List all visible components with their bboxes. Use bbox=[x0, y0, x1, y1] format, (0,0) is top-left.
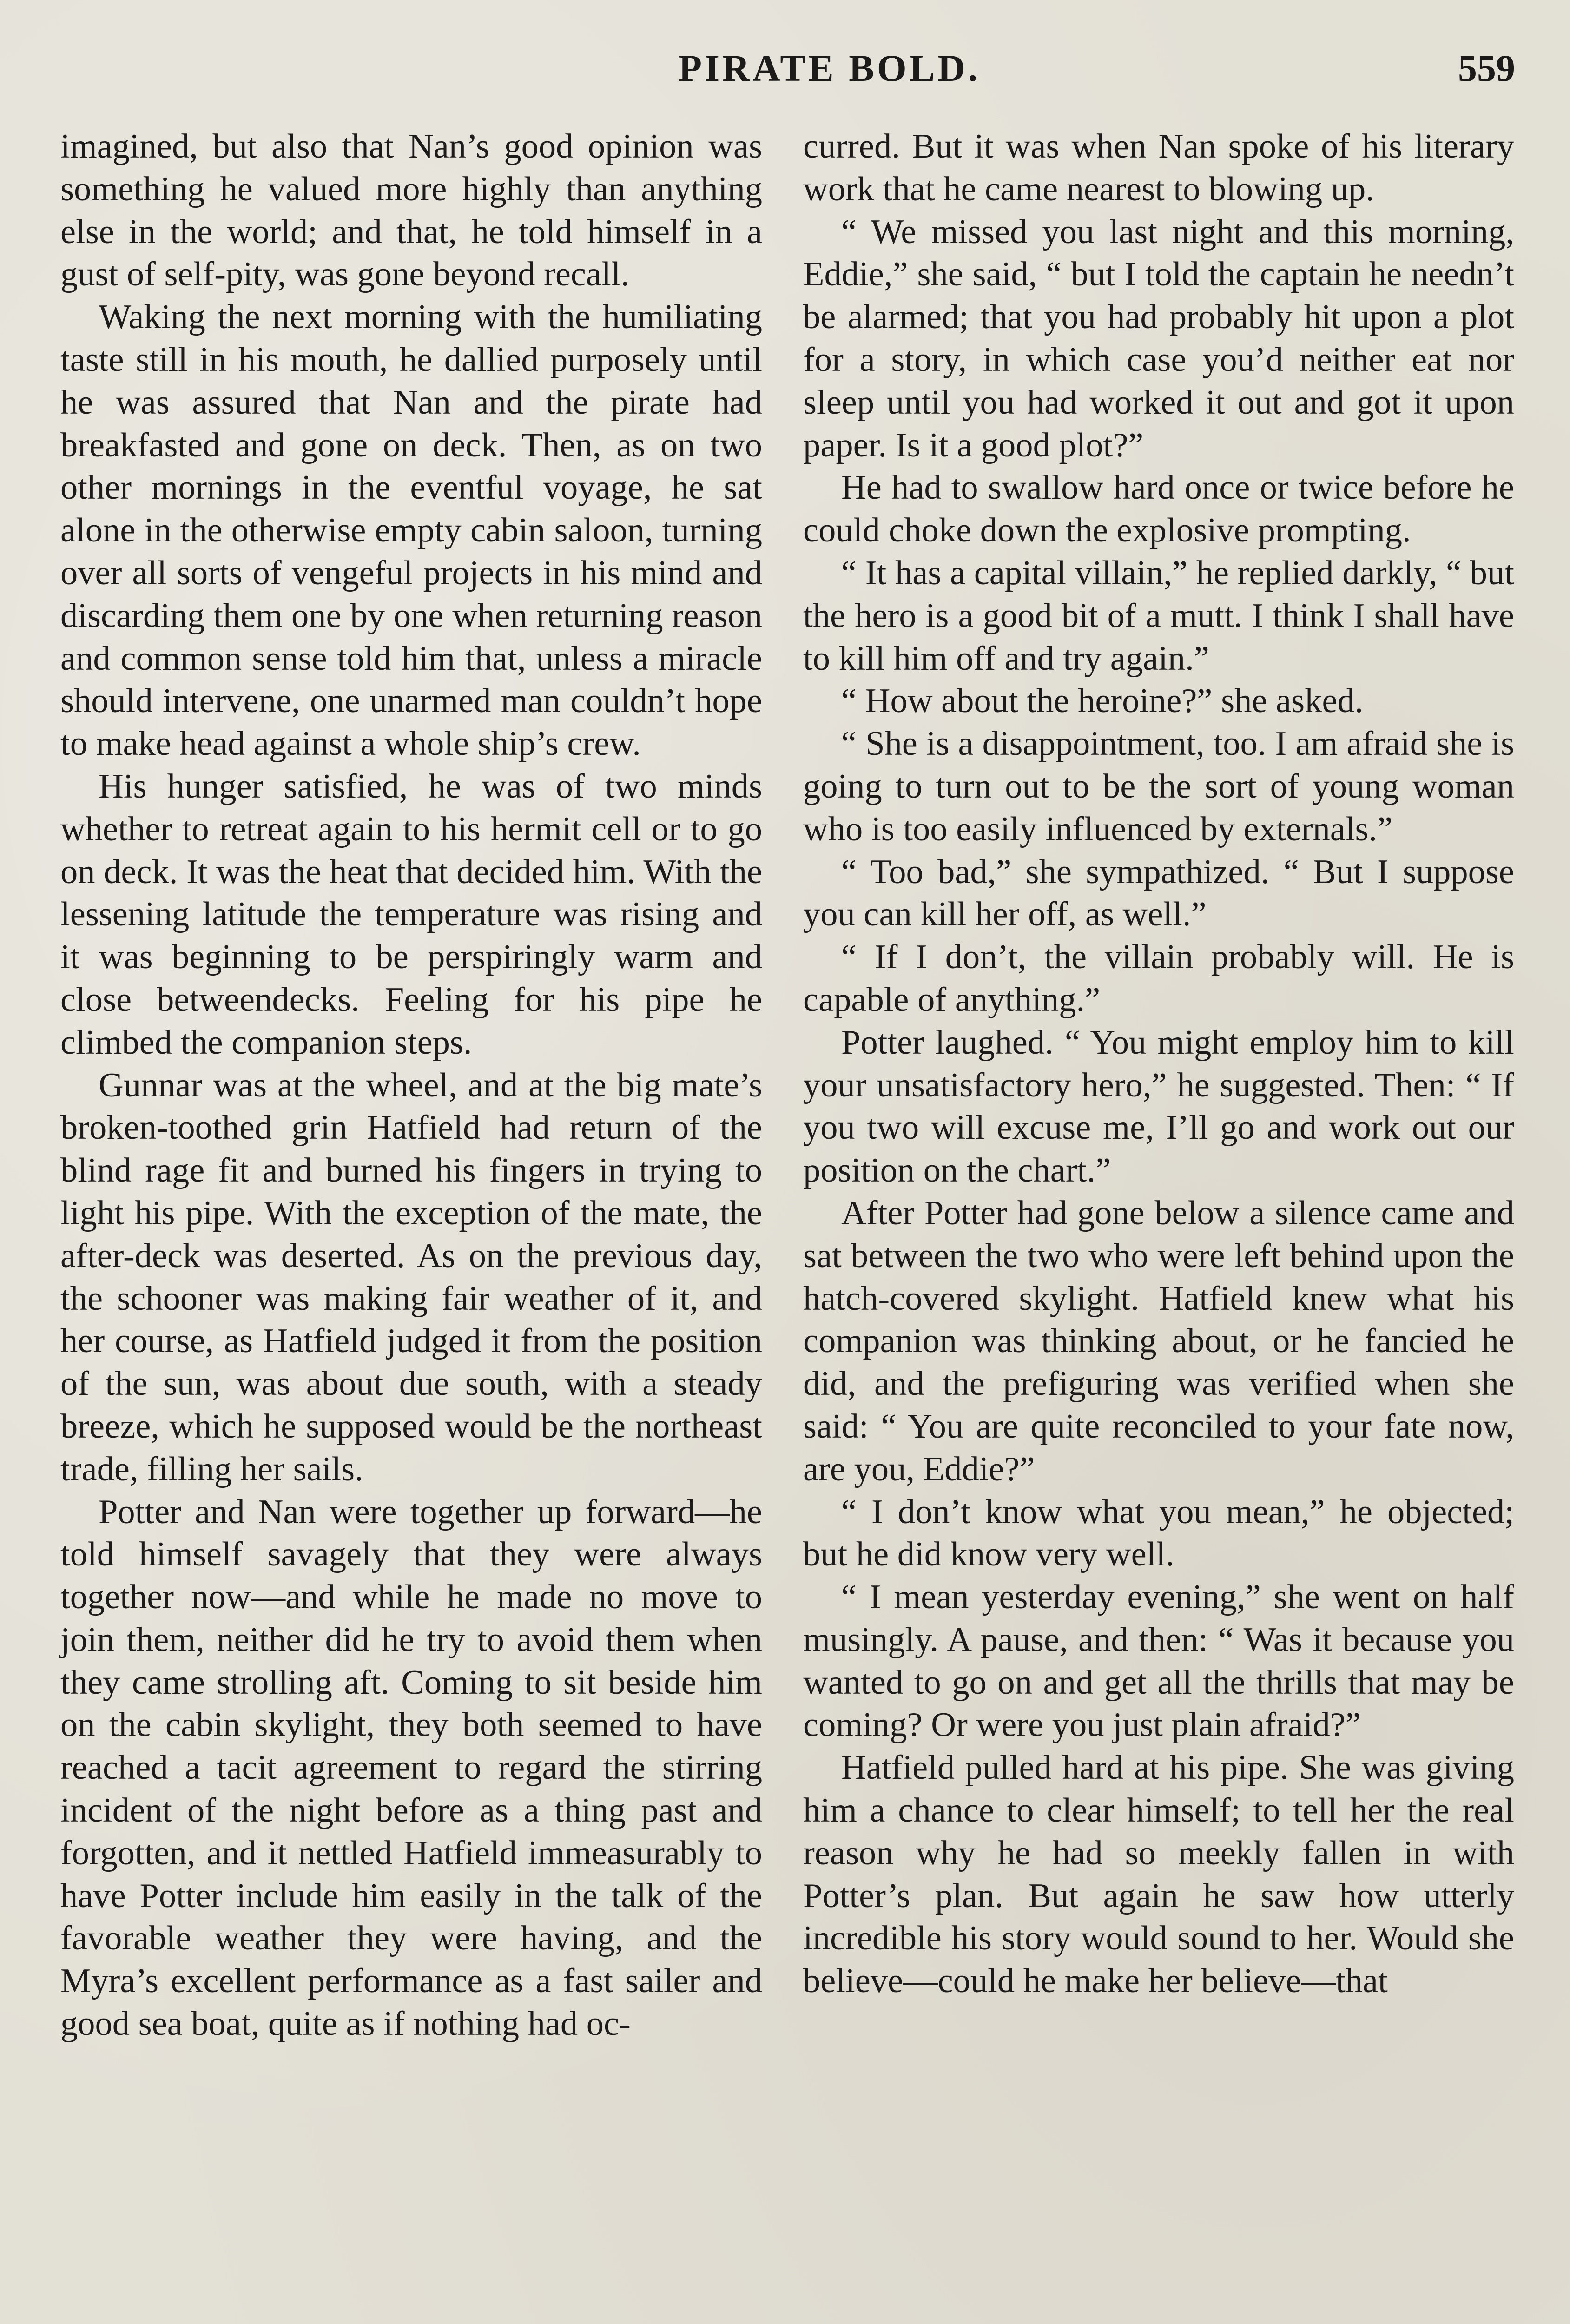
paragraph: Waking the next morning with the humiliating taste still in his mouth, he dallied purposely until he was assured that Nan and the pirate had breakfasted and gone on deck. Then, as on two other mornings in the eventful voyage, he sat alone in the otherwise empty cabin saloon, turning over all sorts of vengeful projects in his mind and discarding them one by one when returning reason and common sense told him that, unless a miracle should intervene, one unarmed man couldn’t hope to make head against a whole ship’s crew. bbox=[60, 298, 762, 763]
left-text-column bbox=[60, 125, 762, 2046]
paragraph: “ I mean yesterday evening,” she went on half musingly. A pause, and then: “ Was it because you wanted to go on and get all the thrills that may be coming? Or were you just plain afraid?” bbox=[803, 1578, 1514, 1744]
paragraph: imagined, but also that Nan’s good opinion was something he valued more highly than anything else in the world; and that, he told himself in a gust of self-pity, was gone beyond recall. bbox=[60, 127, 762, 294]
paragraph: “ Too bad,” she sympathized. “ But I suppose you can kill her off, as well.” bbox=[803, 852, 1514, 934]
right-text-column bbox=[803, 125, 1514, 2003]
paragraph: His hunger satisfied, he was of two minds whether to retreat again to his hermit cell or to go on deck. It was the heat that decided him. With the lessening latitude the temperature was rising and it was beginning to be perspiringly warm and close betweendecks. Feeling for his pipe he climbed the companion steps. bbox=[60, 767, 763, 1062]
paragraph: “ If I don’t, the villain probably will. He is capable of anything.” bbox=[803, 938, 1514, 1019]
paragraph: “ She is a disappointment, too. I am afraid she is going to turn out to be the sort of young woman who is too easily influenced by externals.” bbox=[803, 725, 1514, 848]
paragraph: Potter laughed. “ You might employ him to kill your unsatisfactory hero,” he suggested. Then: “ If you two will excuse me, I’ll go and work out our position on the chart.” bbox=[803, 1023, 1514, 1190]
paragraph: Hatfield pulled hard at his pipe. She was giving him a chance to clear himself; to tell her the real reason why he had so meekly fallen in with Potter’s plan. But again he saw how utterly incredible his story would sound to her. Would she believe—could he make her believe—that bbox=[803, 1749, 1514, 2000]
paragraph: “ How about the heroine?” she asked. bbox=[841, 682, 1364, 720]
paragraph: “ We missed you last night and this morning, Eddie,” she said, “ but I told the captain he needn’t be alarmed; that you had probably hit upon a plot for a story, in which case you’d neither eat nor sleep until you had worked it out and got it upon paper. Is it a good plot?” bbox=[803, 212, 1514, 464]
page-number: 559 bbox=[1458, 47, 1515, 89]
paragraph: “ I don’t know what you mean,” he objected; but he did know very well. bbox=[803, 1492, 1514, 1574]
paragraph: After Potter had gone below a silence came and sat between the two who were left behind upon the hatch-covered skylight. Hatfield knew what his companion was thinking about, or he fancied he did, and the prefiguring was verified when she said: “ You are quite reconciled to your fate now, are you, Eddie?” bbox=[803, 1194, 1514, 1488]
paragraph: He had to swallow hard once or twice before he could choke down the explosive prompting. bbox=[803, 469, 1514, 550]
paragraph: “ It has a capital villain,” he replied darkly, “ but the hero is a good bit of a mutt. I think I shall have to kill him off and try again.” bbox=[803, 554, 1514, 678]
paragraph: Potter and Nan were together up forward—he told himself savagely that they were always together now—and while he made no move to join them, neither did he try to avoid them when they came strolling aft. Coming to sit beside him on the cabin skylight, they both seemed to have reached a tacit agreement to regard the stirring incident of the night before as a thing past and forgotten, and it nettled Hatfield immeasurably to have Potter include him easily in the talk of the favorable weather they were having, and the Myra’s excellent performance as a fast sailer and good sea boat, quite as if nothing had oc- bbox=[60, 1492, 762, 2043]
running-title: PIRATE BOLD. bbox=[679, 47, 981, 89]
paragraph: curred. But it was when Nan spoke of his literary work that he came nearest to blowing up. bbox=[803, 127, 1514, 208]
paragraph: Gunnar was at the wheel, and at the big mate’s broken-toothed grin Hatfield had return of the blind rage fit and burned his fingers in trying to light his pipe. With the exception of the mate, the after-deck was deserted. As on the previous day, the schooner was making fair weather of it, and her course, as Hatfield judged it from the position of the sun, was about due south, with a steady breeze, which he supposed would be the northeast trade, filling her sails. bbox=[60, 1066, 762, 1488]
page-header bbox=[60, 46, 1515, 98]
